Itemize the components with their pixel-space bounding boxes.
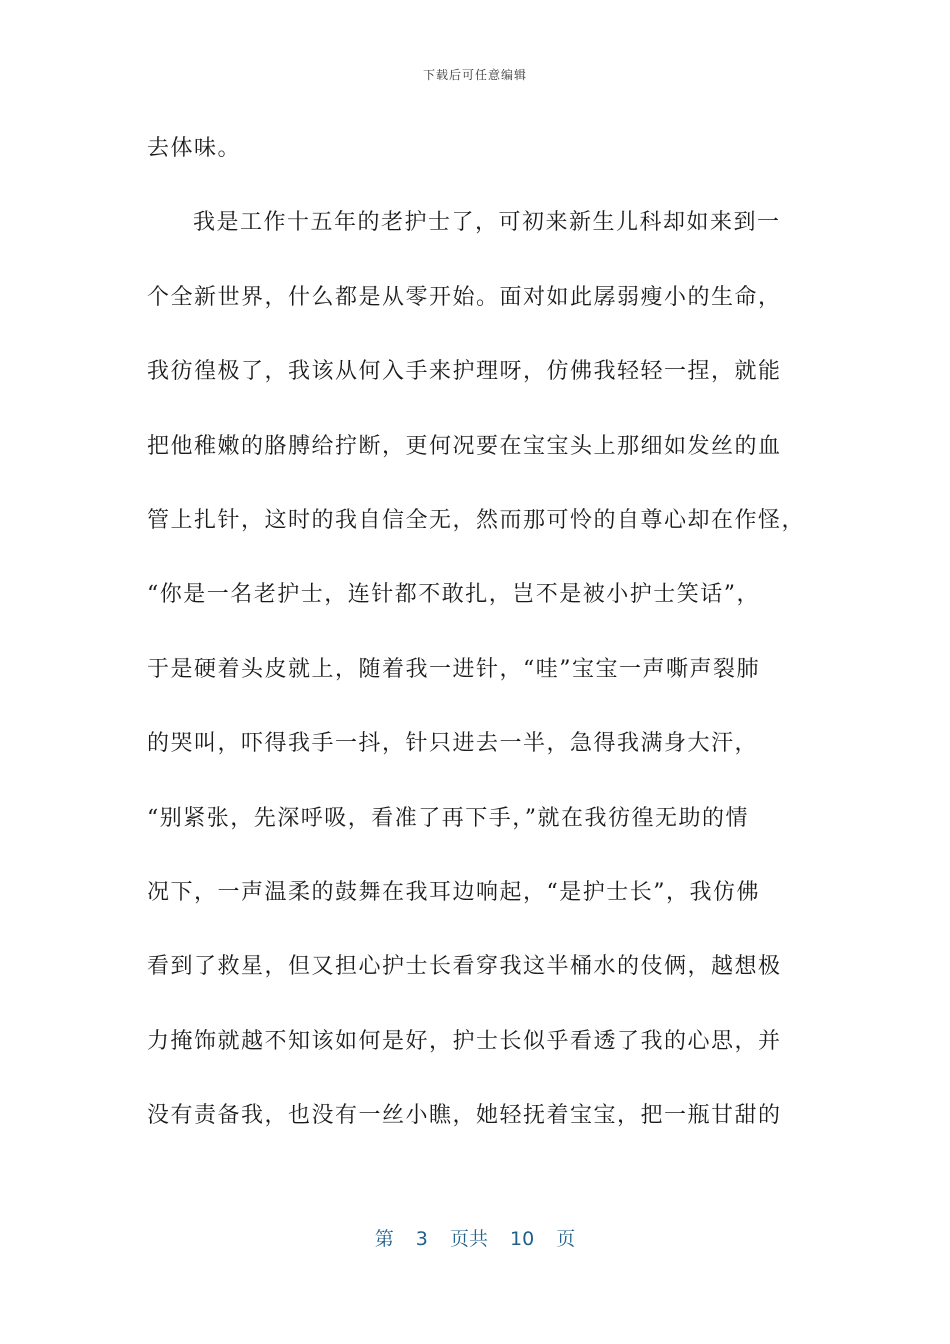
page-footer bbox=[0, 1224, 950, 1251]
text-line: 于是硬着头皮就上，随着我一进针，“哇”宝宝一声嘶声裂肺 bbox=[147, 656, 760, 682]
text-line: 管上扎针，这时的我自信全无，然而那可怜的自尊心却在作怪， bbox=[147, 507, 806, 533]
document-body bbox=[147, 124, 807, 1165]
page-label-middle: 页共 bbox=[449, 1228, 488, 1250]
text-line: “你是一名老护士，连针都不敢扎，岂不是被小护士笑话”， bbox=[147, 582, 760, 608]
text-line: 把他稚嫩的胳膊给拧断，更何况要在宝宝头上那细如发丝的血 bbox=[147, 433, 782, 459]
text-line: 看到了救星，但又担心护士长看穿我这半桶水的伎俩，越想极 bbox=[147, 954, 782, 980]
text-line: 去体味。 bbox=[147, 136, 242, 161]
text-line: “别紧张，先深呼吸，看准了再下手，”就在我彷徨无助的情 bbox=[147, 805, 749, 831]
text-line: 的哭叫，吓得我手一抖，针只进去一半，急得我满身大汗， bbox=[147, 731, 759, 757]
page-label-suffix: 页 bbox=[556, 1228, 576, 1250]
page-label-prefix: 第 bbox=[374, 1228, 394, 1250]
text-line: 没有责备我，也没有一丝小瞧，她轻抚着宝宝，把一瓶甘甜的 bbox=[147, 1103, 782, 1129]
text-line: 力掩饰就越不知该如何是好，护士长似乎看透了我的心思，并 bbox=[147, 1028, 782, 1054]
text-line: 我是工作十五年的老护士了，可初来新生儿科却如来到一 bbox=[193, 210, 781, 236]
text-line: 况下，一声温柔的鼓舞在我耳边响起，“是护士长”，我仿佛 bbox=[147, 879, 760, 905]
text-line: 我彷徨极了，我该从何入手来护理呀，仿佛我轻轻一捏，就能 bbox=[147, 359, 782, 385]
page-header: 下载后可任意编辑 bbox=[422, 68, 527, 82]
current-page-number: 3 bbox=[415, 1228, 428, 1250]
total-pages-number: 10 bbox=[510, 1228, 535, 1250]
text-line: 个全新世界，什么都是从零开始。面对如此孱弱瘦小的生命， bbox=[147, 284, 782, 310]
